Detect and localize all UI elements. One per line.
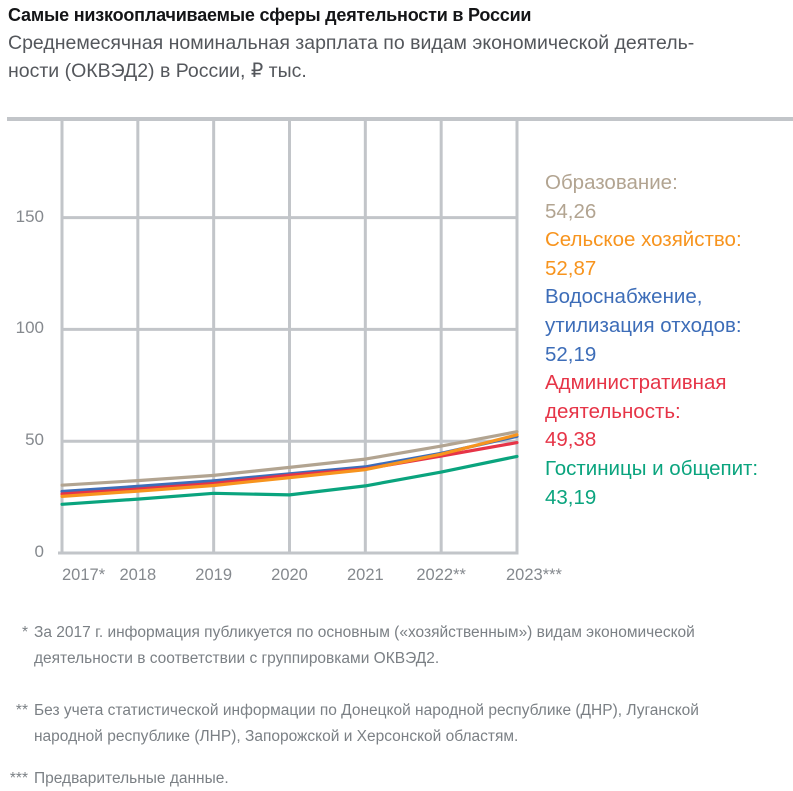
legend-series-value: 43,19: [545, 485, 597, 509]
legend-series-name: утилизация отходов:: [545, 313, 742, 337]
footnote-text: Без учета статистической информации по Донецкой народной республике (ДНР), Луганской народной республике (ЛНР), Запорожской и Херсонской областям.: [34, 702, 699, 745]
footnote-marker: **: [15, 702, 28, 719]
footnote-marker: ***: [9, 770, 28, 787]
footnotes: [0, 620, 785, 791]
y-tick-label: 0: [34, 542, 44, 561]
legend-series-value: 52,19: [545, 342, 597, 366]
x-tick-label: 2023***: [506, 566, 562, 584]
footnote-marker: *: [21, 624, 28, 641]
chart-subtitle-line: ности (ОКВЭД2) в России, ₽ тыс.: [8, 60, 307, 82]
legend-series-name: Гостиницы и общепит:: [545, 456, 759, 480]
chart-title: Самые низкооплачиваемые сферы деятельности в России: [8, 5, 532, 25]
legend-series-name: Образование:: [545, 171, 678, 194]
x-tick-label: 2018: [119, 566, 157, 584]
chart-legend: [545, 169, 791, 512]
legend-series-name: Сельское хозяйство:: [545, 228, 742, 252]
legend-series-value: 54,26: [545, 199, 597, 223]
x-tick-label: 2019: [195, 566, 233, 584]
footnote: [0, 620, 785, 672]
legend-series-value: 49,38: [545, 428, 597, 452]
x-tick-label: 2022**: [416, 566, 466, 584]
legend-series-value: 52,87: [545, 256, 597, 280]
footnote-text: За 2017 г. информация публикуется по основным («хозяйственным») видам экономической деятельности в соответствии с группировками ОКВЭД2.: [34, 624, 695, 667]
legend-series-name: деятельность:: [545, 399, 681, 423]
legend-item: [545, 226, 791, 283]
footnote: [0, 698, 785, 750]
x-tick-label: 2021: [346, 566, 384, 584]
footnote-text: Предварительные данные.: [34, 770, 229, 787]
legend-series-name: Административная: [545, 371, 727, 395]
legend-item: [545, 283, 791, 369]
x-tick-label: 2017*: [62, 566, 106, 584]
chart-subtitle: [8, 29, 694, 85]
y-tick-label: 100: [15, 318, 44, 338]
legend-item: [545, 369, 791, 455]
legend-item: [545, 169, 791, 226]
y-tick-label: 150: [15, 206, 44, 226]
footnote: [0, 766, 785, 791]
legend-item: [545, 455, 791, 512]
legend-series-name: Водоснабжение,: [545, 285, 703, 309]
chart-subtitle-line: Среднемесячная номинальная зарплата по видам экономической деятель-: [8, 32, 695, 54]
x-tick-label: 2020: [271, 566, 308, 584]
y-tick-label: 50: [25, 430, 44, 450]
